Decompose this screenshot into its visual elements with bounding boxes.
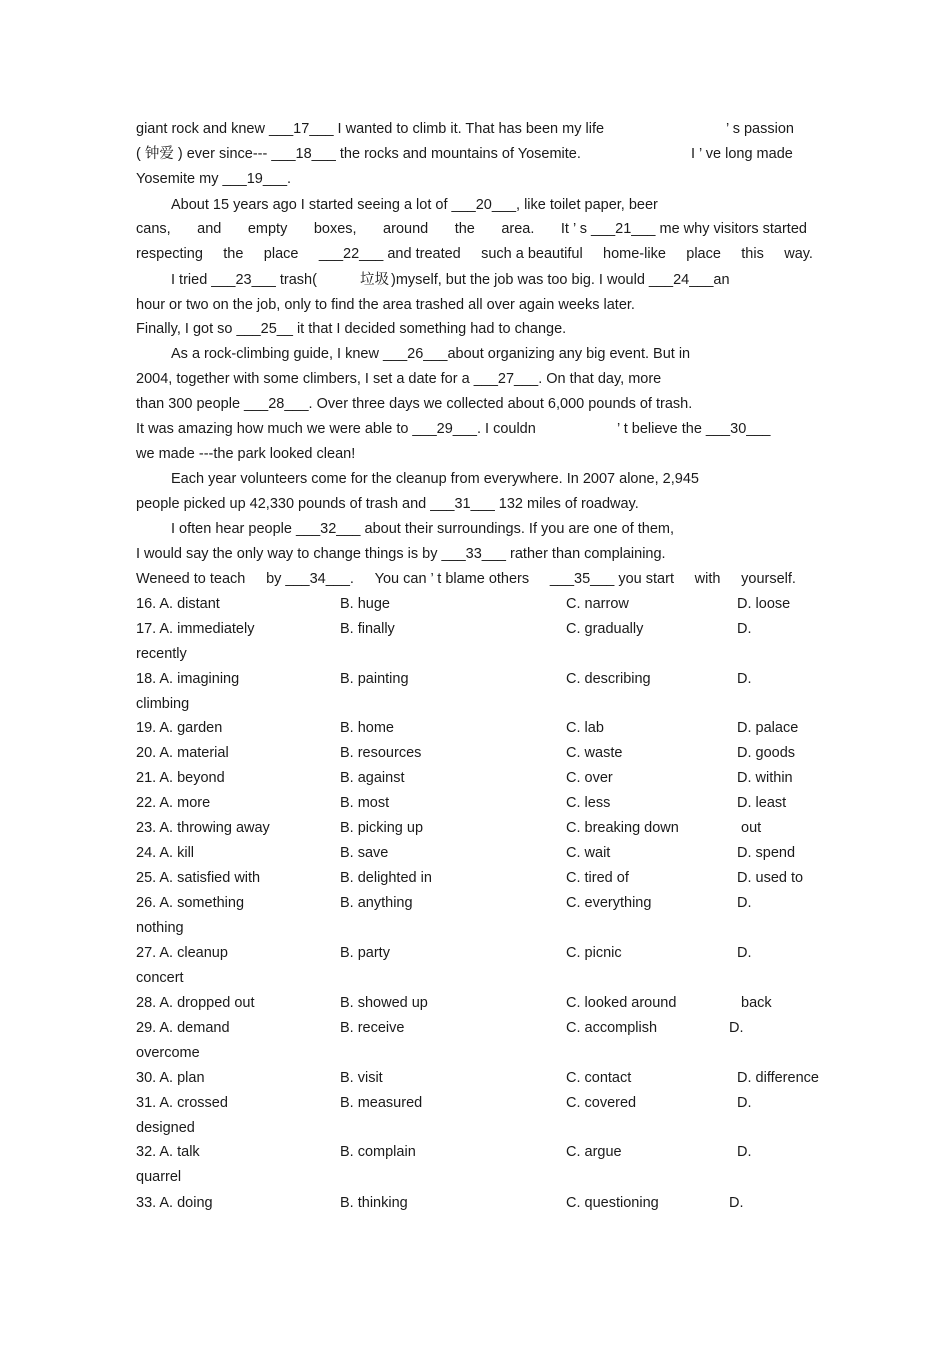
option-c: C. everything [566,895,652,911]
option-a: 25. A. satisfied with [136,870,261,886]
option-b: B. painting [340,671,409,687]
option-b: B. measured [340,1095,423,1111]
option-c: C. tired of [566,870,629,886]
passage-line [136,145,581,163]
passage-text: As a rock-climbing guide, I knew ___26___about organizing any big event. But in [171,346,691,362]
option-a: 16. A. distant [136,596,220,612]
passage-text: ’ s passion [726,121,794,137]
option-c: C. argue [566,1144,622,1160]
passage-word: by ___34___. [266,571,354,587]
option-d-wrap: quarrel [136,1169,182,1185]
option-d: D. [737,945,752,961]
passage-line [136,120,604,138]
option-d: D. [729,1195,744,1211]
option-d: D. [737,1095,752,1111]
option-a: 33. A. doing [136,1195,213,1211]
passage-text: giant rock and knew ___17___ I wanted to climb it. That has been my life [136,121,605,137]
passage-line [136,395,692,413]
option-a: 24. A. kill [136,845,195,861]
passage-line [136,545,666,563]
passage-line [136,320,566,338]
option-a: 21. A. beyond [136,770,225,786]
option-b: B. picking up [340,820,424,836]
option-d-wrap: recently [136,646,187,662]
passage-word: Weneed to teach [136,571,246,587]
passage-line [391,271,730,289]
option-b: B. resources [340,745,422,761]
option-c: C. narrow [566,596,629,612]
passage-word: place [686,246,721,262]
option-b: B. most [340,795,390,811]
option-a: 26. A. something [136,895,245,911]
option-b: B. visit [340,1070,383,1086]
option-c: C. describing [566,671,651,687]
passage-word: You can ’ t blame others [374,571,530,587]
option-b: B. against [340,770,405,786]
passage-line [726,120,794,138]
option-a: 31. A. crossed [136,1095,228,1111]
passage-text: hour or two on the job, only to find the area trashed all over again weeks later. [136,297,635,313]
option-d: D. [737,671,752,687]
passage-line [136,495,639,513]
passage-word: ___22___ and treated [318,246,461,262]
passage-text: Finally, I got so ___25__ it that I decided something had to change. [136,321,567,337]
option-b: B. home [340,720,394,736]
option-d: D. goods [737,745,796,761]
option-d: back [741,995,772,1011]
option-b: B. delighted in [340,870,432,886]
passage-line [136,170,291,188]
option-b: B. receive [340,1020,405,1036]
option-b: B. huge [340,596,390,612]
option-a: 29. A. demand [136,1020,230,1036]
passage-text: It was amazing how much we were able to ___29___. I couldn [136,421,536,437]
option-a: 19. A. garden [136,720,223,736]
option-c: C. questioning [566,1195,659,1211]
passage-word: and [197,221,222,237]
option-a: 30. A. plan [136,1070,205,1086]
passage-text: ’ t believe the ___30___ [617,421,771,437]
passage-word: this [741,246,764,262]
passage-text: I ’ ve long made [691,146,793,162]
option-d: D. least [737,795,787,811]
passage-word: respecting [136,246,203,262]
option-a: 22. A. more [136,795,211,811]
option-a: 20. A. material [136,745,229,761]
passage-line [691,145,793,163]
option-d: D. spend [737,845,796,861]
passage-text: )myself, but the job was too big. I would ___24___an [391,272,730,288]
passage-word: It ’ s ___21___ me why visitors started [560,221,807,237]
option-d: D. [737,621,752,637]
passage-word: around [383,221,429,237]
passage-word: such a beautiful [481,246,583,262]
option-c: C. lab [566,720,604,736]
option-d: D. loose [737,596,791,612]
option-a: 17. A. immediately [136,621,255,637]
passage-word: cans, [136,221,171,237]
passage-text: people picked up 42,330 pounds of trash and ___31___ 132 miles of roadway. [136,496,639,512]
option-c: C. wait [566,845,611,861]
passage-line [136,296,635,314]
option-c: C. looked around [566,995,677,1011]
passage-line [136,370,661,388]
passage-word: way. [784,246,813,262]
passage-text: than 300 people ___28___. Over three days we collected about 6,000 pounds of trash. [136,396,693,412]
passage-line [171,470,699,488]
passage-line [360,271,389,289]
passage-text: I tried ___23___ trash( [171,272,317,288]
option-d-wrap: overcome [136,1045,200,1061]
option-d: out [741,820,762,836]
passage-text: 垃圾 [360,272,389,288]
passage-text: ( 钟爱 ) ever since--- ___18___ the rocks and mountains of Yosemite. [136,146,581,162]
passage-line [136,445,355,463]
option-d-wrap: nothing [136,920,184,936]
option-d: D. palace [737,720,799,736]
option-b: B. complain [340,1144,416,1160]
option-d-wrap: concert [136,970,184,986]
option-c: C. picnic [566,945,622,961]
passage-line [136,245,813,263]
option-d-wrap: designed [136,1120,195,1136]
passage-line [171,271,317,289]
passage-word: boxes, [313,221,357,237]
option-a: 27. A. cleanup [136,945,228,961]
option-d-wrap: climbing [136,696,190,712]
option-b: B. thinking [340,1195,408,1211]
passage-line [617,420,770,438]
passage-word: the [223,246,244,262]
passage-word: with [694,571,721,587]
option-c: C. covered [566,1095,637,1111]
option-a: 18. A. imagining [136,671,240,687]
passage-line [171,520,674,538]
option-b: B. showed up [340,995,428,1011]
passage-line [171,196,658,214]
option-c: C. waste [566,745,623,761]
passage-text: About 15 years ago I started seeing a lot of ___20___, like toilet paper, beer [171,197,658,213]
option-c: C. less [566,795,611,811]
option-c: C. gradually [566,621,644,637]
option-a: 23. A. throwing away [136,820,270,836]
option-d: D. used to [737,870,804,886]
option-d: D. [737,1144,752,1160]
option-a: 28. A. dropped out [136,995,255,1011]
option-b: B. party [340,945,390,961]
passage-line [171,345,690,363]
passage-line [136,220,807,238]
option-a: 32. A. talk [136,1144,200,1160]
option-c: C. breaking down [566,820,679,836]
passage-word: area. [501,221,535,237]
option-d: D. [729,1020,744,1036]
passage-text: 2004, together with some climbers, I set a date for a ___27___. On that day, more [136,371,662,387]
passage-text: I would say the only way to change things is by ___33___ rather than complaining. [136,546,666,562]
passage-word: place [263,246,299,262]
passage-word: empty [247,221,288,237]
passage-text: we made ---the park looked clean! [136,446,356,462]
passage-text: Each year volunteers come for the cleanup from everywhere. In 2007 alone, 2,945 [171,471,699,487]
passage-word: ___35___ you start [549,571,674,587]
passage-line [136,570,796,588]
option-b: B. save [340,845,389,861]
passage-text: I often hear people ___32___ about their surroundings. If you are one of them, [171,521,675,537]
option-b: B. finally [340,621,395,637]
passage-word: home-like [603,246,666,262]
option-d: D. difference [737,1070,819,1086]
passage-text: Yosemite my ___19___. [136,171,292,187]
option-d: D. within [737,770,793,786]
option-c: C. contact [566,1070,632,1086]
option-c: C. over [566,770,613,786]
option-d: D. [737,895,752,911]
passage-line [136,420,536,438]
option-b: B. anything [340,895,413,911]
passage-word: the [454,221,475,237]
passage-word: yourself. [741,571,796,587]
option-c: C. accomplish [566,1020,658,1036]
